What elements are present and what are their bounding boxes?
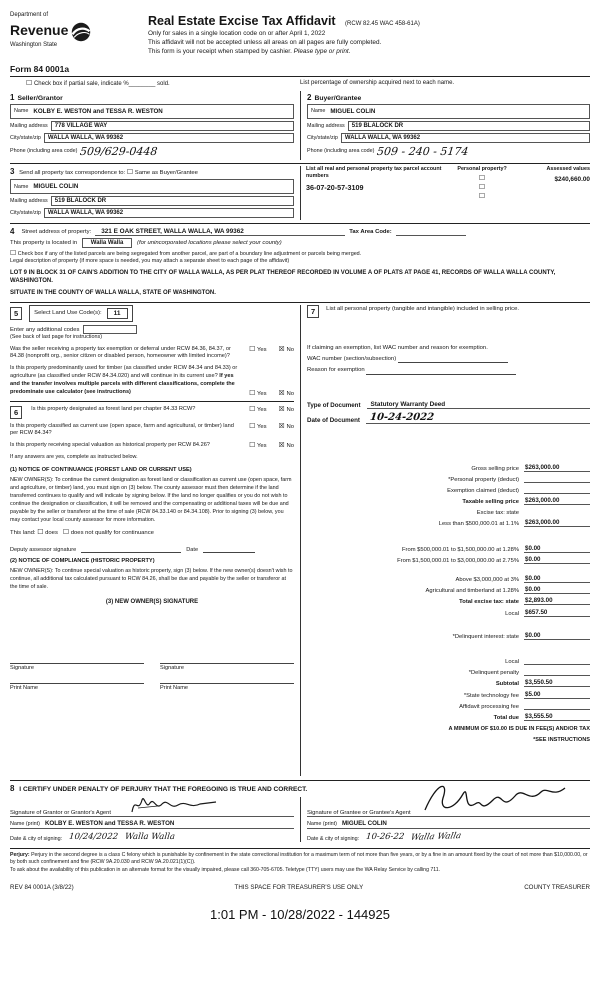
- exemption-no-checkbox[interactable]: ☒: [278, 344, 285, 353]
- certify-statement: 8 I CERTIFY UNDER PENALTY OF PERJURY THAT THE FOREGOING IS TRUE AND CORRECT.: [10, 783, 308, 793]
- section2-number: 2: [307, 92, 312, 102]
- new-owner-print-2[interactable]: Print Name: [160, 683, 294, 691]
- revenue-wordmark: Revenue: [10, 21, 69, 38]
- lower-region: [10, 302, 590, 776]
- current-use-question-row: Is this property classified as current use (open space, farm and agricultural, or timber) land per RCW 84.34? ☐ Yes ☒ No: [10, 421, 294, 437]
- seller-name-value: KOLBY E. WESTON and TESSA R. WESTON: [33, 107, 163, 115]
- section5-number: 5: [10, 307, 22, 320]
- divider: [10, 76, 590, 77]
- section-property: [10, 223, 590, 298]
- notice2-title: (2) NOTICE OF COMPLIANCE (HISTORIC PROPERTY): [10, 557, 155, 564]
- located-note: (for unincorporated locations please select your county): [136, 240, 282, 247]
- doc-type-label: Type of Document: [307, 401, 361, 409]
- grantor-signature-block: [10, 797, 300, 842]
- dept-of-label: Department of: [10, 12, 49, 18]
- if-yes-note: If any answers are yes, complete as instructed below.: [10, 454, 138, 461]
- forest-yes-checkbox[interactable]: ☐: [249, 404, 256, 413]
- exemption-question: Was the seller receiving a property tax exemption or deferral under RCW 84.36, 84.37, or 84.38 (nonprofit org., senior citizen or disabled person, homeowner with limited income)?: [10, 345, 231, 360]
- excise-tax-state: [524, 508, 590, 516]
- forest-land-question-row: 6 Is this property designated as forest land per chapter 84.33 RCW? ☐ Yes ☒ No: [10, 406, 294, 419]
- historic-question: Is this property receiving special valuation as historical property per RCW 84.26?: [10, 442, 210, 449]
- forest-land-question: Is this property designated as forest land per chapter 84.33 RCW?: [31, 405, 196, 412]
- grantee-name-print-label: Name (print): [307, 820, 337, 827]
- wac-number-field[interactable]: [398, 356, 508, 363]
- seller-phone-value[interactable]: 509/629-0448: [79, 144, 159, 158]
- wac-row: WAC number (section/subsection): [307, 355, 590, 363]
- correspondence-name-field[interactable]: Name MIGUEL COLIN: [10, 179, 294, 194]
- deputy-signature-label: Deputy assessor signature: [10, 546, 77, 553]
- grantee-date-value[interactable]: 10-26-22: [365, 831, 405, 842]
- deputy-date-field[interactable]: [203, 546, 255, 553]
- grantee-signature-field[interactable]: [307, 797, 590, 817]
- doc-date-value[interactable]: 10-24-2022: [366, 412, 590, 424]
- delinquent-penalty[interactable]: [524, 668, 590, 676]
- segregated-label: Check box if any of the listed parcels are being segregated from another parcel, are part of a boundary line adjustment or parcels being merged.: [17, 250, 362, 257]
- see-instructions-note: *SEE INSTRUCTIONS: [533, 736, 590, 743]
- alternate-format-note: To ask about the availability of this publication in an alternate format for the visually impaired, please call 360-705-6705. Teletype (TTY) users may use the WA Relay Service by calling 711.: [10, 866, 441, 873]
- timber-no-checkbox[interactable]: ☒: [278, 388, 285, 397]
- tax-label: Local: [505, 610, 519, 617]
- street-address-value[interactable]: 321 E OAK STREET, WALLA WALLA, WA 99362: [95, 228, 345, 236]
- seller-csz-field[interactable]: WALLA WALLA, WA 99362: [44, 133, 294, 143]
- new-owner-print-1[interactable]: Print Name: [10, 683, 144, 691]
- tax-label: Excise tax: state: [476, 510, 519, 517]
- delinquent-interest-local[interactable]: [524, 657, 590, 665]
- section-certification: [10, 780, 590, 842]
- tax-label: Less than $500,000.01 at 1.1%: [438, 521, 519, 528]
- notice3-title: (3) NEW OWNER(S) SIGNATURE: [105, 598, 199, 605]
- tax-label: Gross selling price: [471, 465, 519, 472]
- personal-property-intro: List all personal property (tangible and intangible) included in selling price.: [326, 305, 520, 312]
- local-tax[interactable]: $657.50: [524, 609, 590, 617]
- affidavit-processing-fee[interactable]: [524, 702, 590, 710]
- grantor-signature-label: Signature of Grantor or Grantor's Agent: [10, 809, 111, 816]
- legal-description-text-1: LOT 9 IN BLOCK 31 OF CAIN'S ADDITION TO THE CITY OF WALLA WALLA, AS PER PLAT THEREOF RECORDED IN VOLUME A OF PLATS AT PAGE 41, RECORDS OF WALLA WALLA COUNTY, WASHINGTON.: [10, 269, 556, 285]
- tax-label: Subtotal: [495, 681, 519, 688]
- this-land-row: This land: ☐ does ☐ does not qualify for continuance: [10, 528, 154, 537]
- segregated-row: [10, 250, 590, 259]
- ownership-percentage-note: List percentage of ownership acquired next to each name.: [300, 79, 455, 86]
- lower-left-column: [10, 305, 300, 776]
- notice1-body: NEW OWNER(S): To continue the current designation as forest land or classification as current use (open space, farm and agriculture, or timber) land, you must sign on (3) below. The county assessor must then determine if the land transferred continues to qualify and will indicate by signing below. If the land no longer qualifies or you do not wish to continue the designation or classification, it will be removed and the compensating or additional taxes will be due and payable by the seller or transferor at the time of sale (RCW 84.33.140 or 84.34.108). Prior to signing (3) below, you may contact your local county assessor for more information.: [10, 476, 292, 524]
- personal-property-checkbox-2[interactable]: ☐: [478, 182, 486, 191]
- seller-mailing-field[interactable]: 778 VILLAGE WAY: [51, 121, 294, 131]
- tier2-amount[interactable]: $0.00: [524, 545, 590, 553]
- section-buyer-grantee: 2 Buyer/Grantee Name MIGUEL COLIN Mailing address 519 BLALOCK DR City/state/zip WALLA WALLA, WA 99362 Phone (including area code) 509 - 240 - 5174: [300, 91, 590, 160]
- located-row: This property is located in Walla Walla (for unincorporated locations please select your county): [10, 240, 282, 247]
- header-note-3: This form is your receipt when stamped by cashier. Please type or print.: [148, 47, 351, 55]
- land-use-code-value: 11: [107, 308, 128, 319]
- new-owner-print-row: [10, 683, 294, 691]
- tax-label: From $1,500,000.01 to $3,000,000.00 at 2.75%: [397, 557, 519, 564]
- new-owner-signature-2[interactable]: Signature: [160, 663, 294, 671]
- new-owner-signature-1[interactable]: Signature: [10, 663, 144, 671]
- new-owner-signature-row: [10, 663, 294, 671]
- section1-title: Seller/Grantor: [17, 94, 63, 102]
- forest-no-checkbox[interactable]: ☒: [278, 404, 285, 413]
- tax-computation: [307, 464, 590, 743]
- section-personal-property: [307, 305, 590, 375]
- subtotal[interactable]: $3,550.50: [524, 679, 590, 687]
- perjury-notice: [10, 848, 590, 875]
- correspondence-name-value: MIGUEL COLIN: [33, 183, 79, 191]
- legal-description-text-2: SITUATE IN THE COUNTY OF WALLA WALLA, STATE OF WASHINGTON.: [10, 290, 216, 297]
- grantee-signature-label: Signature of Grantee or Grantee's Agent: [307, 809, 411, 816]
- correspondence-mailing-field[interactable]: 519 BLALOCK DR: [51, 196, 294, 206]
- tier3-amount[interactable]: $0.00: [524, 556, 590, 564]
- grantee-date-city-label: Date & city of signing:: [307, 835, 360, 842]
- historic-question-row: Is this property receiving special valuation as historical property per RCW 84.26? ☐ Yes ☒ No: [10, 441, 294, 450]
- additional-codes-row: Enter any additional codes: [10, 325, 294, 334]
- tax-area-code-label: Tax Area Code:: [349, 228, 392, 235]
- section-land-use: [10, 305, 294, 397]
- reason-row: Reason for exemption: [307, 366, 590, 374]
- doc-date-label: Date of Document: [307, 416, 360, 424]
- dor-logo: [10, 12, 142, 57]
- assessed-value[interactable]: $240,660.00: [554, 175, 590, 183]
- current-use-no-checkbox[interactable]: ☒: [278, 421, 285, 430]
- personal-property-checkbox-3[interactable]: ☐: [478, 191, 486, 200]
- personal-property-blank-area[interactable]: [307, 318, 590, 344]
- grantor-name-print-value[interactable]: KOLBY E. WESTON and TESSA R. WESTON: [44, 819, 175, 827]
- tax-label: Total due: [493, 714, 519, 721]
- seller-name-field[interactable]: Name KOLBY E. WESTON and TESSA R. WESTON: [10, 104, 294, 119]
- treasurer-space-label: THIS SPACE FOR TREASURER'S USE ONLY: [234, 884, 364, 892]
- divider: [10, 401, 294, 402]
- exemption-claimed-deduct[interactable]: [524, 486, 590, 494]
- parcel-number-value[interactable]: 36-07-20-57-3109: [306, 182, 364, 192]
- gross-selling-price[interactable]: $263,000.00: [524, 464, 590, 472]
- parcel-header: List all real and personal property tax parcel account numbers: [306, 165, 442, 179]
- grantor-name-print-label: Name (print): [10, 820, 40, 827]
- section-seller-grantor: 1 Seller/Grantor Name KOLBY E. WESTON and TESSA R. WESTON Mailing address 778 VILLAGE WAY City/state/zip WALLA WALLA, WA 99362 Phone (including area code) 509/629-0448: [10, 91, 300, 160]
- parcel-table: [300, 166, 590, 220]
- tax-label: Above $3,000,000 at 3%: [455, 577, 519, 584]
- tax-label: *Delinquent penalty: [468, 670, 519, 677]
- parties-section: [10, 91, 590, 160]
- historic-no-checkbox[interactable]: ☒: [278, 441, 285, 450]
- tax-label: *Personal property (deduct): [448, 476, 519, 483]
- section-classification: [10, 406, 294, 691]
- tax-label: Exemption claimed (deduct): [447, 487, 519, 494]
- buyer-name-field[interactable]: Name MIGUEL COLIN: [307, 104, 590, 119]
- form-footer: [10, 884, 590, 891]
- form-header: [10, 12, 590, 57]
- form-number: Form 84 0001a: [10, 63, 70, 74]
- perjury-body: Perjury in the second degree is a class C felony which is punishable by confinement in the state correctional institution for a maximum term of not more than five years, or by a fine in an amount fixed by the court of not more than $10,000.00, or by both such confinement and fine (RCW 9A.20.030 and RCW 9A.20.021(1)(C)).: [10, 851, 588, 866]
- tax-label: Agricultural and timberland at 1.28%: [425, 588, 519, 595]
- grantee-name-print-value[interactable]: MIGUEL COLIN: [341, 819, 387, 827]
- partial-sale-label: Check box if partial sale, indicate %________ sold.: [33, 80, 170, 87]
- partial-sale-checkbox[interactable]: ☐: [26, 78, 33, 87]
- section4-number: 4: [10, 227, 15, 237]
- current-use-yes-checkbox[interactable]: ☐: [249, 421, 256, 430]
- same-as-buyer-checkbox[interactable]: ☐: [126, 167, 134, 176]
- section1-number: 1: [10, 92, 15, 102]
- lower-right-column: [300, 305, 590, 776]
- tax-label: From $500,000.01 to $1,500,000.00 at 1.28%: [402, 546, 519, 553]
- state-technology-fee[interactable]: $5.00: [524, 691, 590, 699]
- correspondence-intro: 3 Send all property tax correspondence to: ☐ Same as Buyer/Grantee: [10, 166, 198, 176]
- revenue-swirl-icon: [71, 22, 91, 42]
- header-note-2: This affidavit will not be accepted unless all areas on all pages are fully completed.: [148, 38, 382, 46]
- additional-codes-field[interactable]: [83, 325, 137, 334]
- grantee-city-value[interactable]: Walla Walla: [410, 830, 463, 843]
- tax-label: *State technology fee: [463, 692, 519, 699]
- grantor-city-value[interactable]: Walla Walla: [124, 831, 176, 842]
- rev-number: REV 84 0001A (3/8/22): [10, 884, 74, 892]
- buyer-csz-field[interactable]: WALLA WALLA, WA 99362: [341, 133, 590, 143]
- tier4-amount[interactable]: $0.00: [524, 575, 590, 583]
- does-not-checkbox[interactable]: ☐: [62, 528, 70, 537]
- deputy-date-label: Date: [186, 546, 199, 553]
- grantor-signature-field[interactable]: [10, 797, 294, 817]
- perjury-lead: Perjury:: [10, 851, 30, 858]
- buyer-phone-value[interactable]: 509 - 240 - 5174: [376, 144, 470, 158]
- total-excise-state[interactable]: $2,893.00: [524, 597, 590, 605]
- grantee-signature-block: [300, 797, 590, 842]
- notice2-body: NEW OWNER(S): To continue special valuation as historic property, sign (3) below. If the new owner(s) doesn't wish to continue, all additional tax calculated pursuant to RCW 84.26, shall be due and payable by the seller or transferor at the time of sale.: [10, 567, 293, 590]
- tax-label: *Delinquent interest: state: [452, 633, 519, 640]
- agricultural-amount[interactable]: $0.00: [524, 586, 590, 594]
- assessed-values-header: Assessed values: [546, 165, 590, 172]
- deputy-signature-field[interactable]: [81, 546, 181, 553]
- tax-label: Local: [505, 658, 519, 665]
- section2-title: Buyer/Grantee: [314, 94, 362, 102]
- section6-number: 6: [10, 406, 22, 419]
- correspondence-csz-field[interactable]: WALLA WALLA, WA 99362: [44, 208, 294, 218]
- located-county-select[interactable]: Walla Walla: [82, 238, 133, 248]
- form-title: Real Estate Excise Tax Affidavit: [148, 14, 336, 28]
- tax-area-code-field[interactable]: [396, 229, 466, 236]
- form-title-rcw: (RCW 82.45 WAC 458-61A): [345, 21, 420, 27]
- washington-state-label: Washington State: [10, 41, 58, 48]
- timber-yes-checkbox[interactable]: ☐: [249, 388, 256, 397]
- timber-question-row: Is this property predominantly used for timber (as classified under RCW 84.34 and 84.33) or agriculture (as classified under RCW 84.34.020) and will continue in its current use? If yes and the transfer involves multiple parcels with different classifications, complete the predominate use calculator (see instructions) ☐ Yes ☒ No: [10, 365, 294, 397]
- grantee-signature-image: [419, 778, 569, 818]
- grantor-signature-image: [128, 792, 248, 818]
- exemption-reason-field[interactable]: [366, 368, 516, 375]
- document-block: [307, 401, 590, 424]
- section7-number: 7: [307, 305, 319, 318]
- tax-label: Taxable selling price: [462, 499, 519, 506]
- tax-label: Total excise tax: state: [459, 599, 519, 606]
- personal-property-checkbox-1[interactable]: ☐: [478, 173, 486, 182]
- historic-yes-checkbox[interactable]: ☐: [249, 441, 256, 450]
- grantor-date-city-label: Date & city of signing:: [10, 835, 63, 842]
- land-use-label: Select Land Use Code(s):: [34, 310, 102, 317]
- notice1-title: (1) NOTICE OF CONTINUANCE (FOREST LAND OR CURRENT USE): [10, 466, 192, 473]
- partial-sale-row: [10, 80, 590, 87]
- land-use-code-field[interactable]: [29, 305, 132, 322]
- capture-timestamp: 1:01 PM - 10/28/2022 - 144925: [210, 907, 390, 923]
- taxable-selling-price[interactable]: $263,000.00: [524, 497, 590, 505]
- legal-description-label: Legal description of property (if more space is needed, you may attach a separate sheet to each page of the affidavit): [10, 258, 290, 265]
- see-back-note: (See back of last page for instructions): [10, 334, 102, 341]
- minimum-fee-note: A MINIMUM OF $10.00 IS DUE IN FEE(S) AND/OR TAX: [448, 725, 590, 732]
- buyer-name-value: MIGUEL COLIN: [330, 107, 376, 115]
- personal-property-header: Personal property?: [457, 165, 507, 172]
- delinquent-interest-state[interactable]: $0.00: [524, 632, 590, 640]
- street-address-label: Street address of property:: [21, 228, 92, 235]
- deputy-assessor-row: [10, 546, 294, 553]
- doc-type-value[interactable]: Statutory Warranty Deed: [367, 401, 590, 409]
- exemption-question-row: Was the seller receiving a property tax exemption or deferral under RCW 84.36, 84.37, or 84.38 (nonprofit org., senior citizen or disabled person, homeowner with limited income)? ☐ Yes ☒ No: [10, 344, 294, 360]
- section-correspondence: 3 Send all property tax correspondence to: ☐ Same as Buyer/Grantee Name MIGUEL COLIN Mailing address 519 BLALOCK DR City/state/zip WALLA WALLA, WA 99362 List all real and personal property tax parcel account numbers 36-07-20-57-3109 Personal property? ☐ ☐ ☐ Assessed values $240,660.00: [10, 163, 590, 220]
- buyer-mailing-field[interactable]: 519 BLALOCK DR: [348, 121, 590, 131]
- tier1-amount[interactable]: $263,000.00: [524, 519, 590, 527]
- total-due[interactable]: $3,555.50: [524, 713, 590, 721]
- timber-question: Is this property predominantly used for timber (as classified under RCW 84.34 and 84.33) or agriculture (as classified under RCW 84.34.020) and will continue in its current use? If yes and the transfer involves multiple parcels with different classifications, complete the predominate use calculator (see instructions): [10, 365, 238, 395]
- same-as-buyer-label: Same as Buyer/Grantee: [134, 169, 198, 176]
- segregated-checkbox[interactable]: ☐: [10, 248, 17, 257]
- county-treasurer-label: COUNTY TREASURER: [524, 884, 590, 892]
- current-use-question: Is this property classified as current use (open space, farm and agricultural, or timber) land per RCW 84.34?: [10, 422, 234, 437]
- grantor-date-value[interactable]: 10/24/2022: [68, 831, 119, 842]
- exemption-yes-checkbox[interactable]: ☐: [249, 344, 256, 353]
- does-checkbox[interactable]: ☐: [37, 528, 44, 537]
- personal-property-deduct[interactable]: [524, 475, 590, 483]
- tax-label: Affidavit processing fee: [459, 703, 519, 710]
- header-note-1: Only for sales in a single location code on or after April 1, 2022: [148, 30, 326, 37]
- exemption-intro: If claiming an exemption, list WAC number and reason for exemption.: [307, 344, 488, 351]
